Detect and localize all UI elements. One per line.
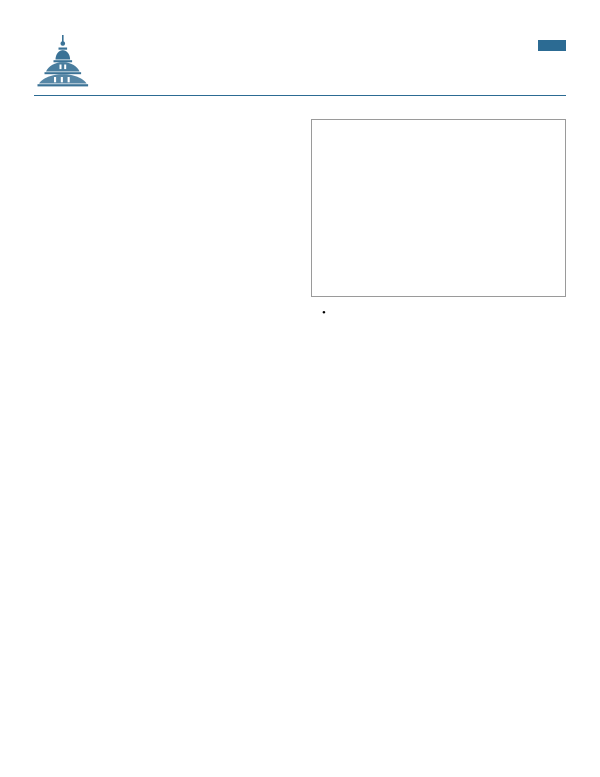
right-column [311,109,566,307]
masthead [34,30,566,92]
crs-capitol-dome-logo [34,34,92,88]
body-columns [34,109,566,307]
figure-1-chart [311,119,566,297]
left-column [34,109,289,307]
masthead-divider [34,95,566,96]
in-focus-badge [538,40,566,51]
